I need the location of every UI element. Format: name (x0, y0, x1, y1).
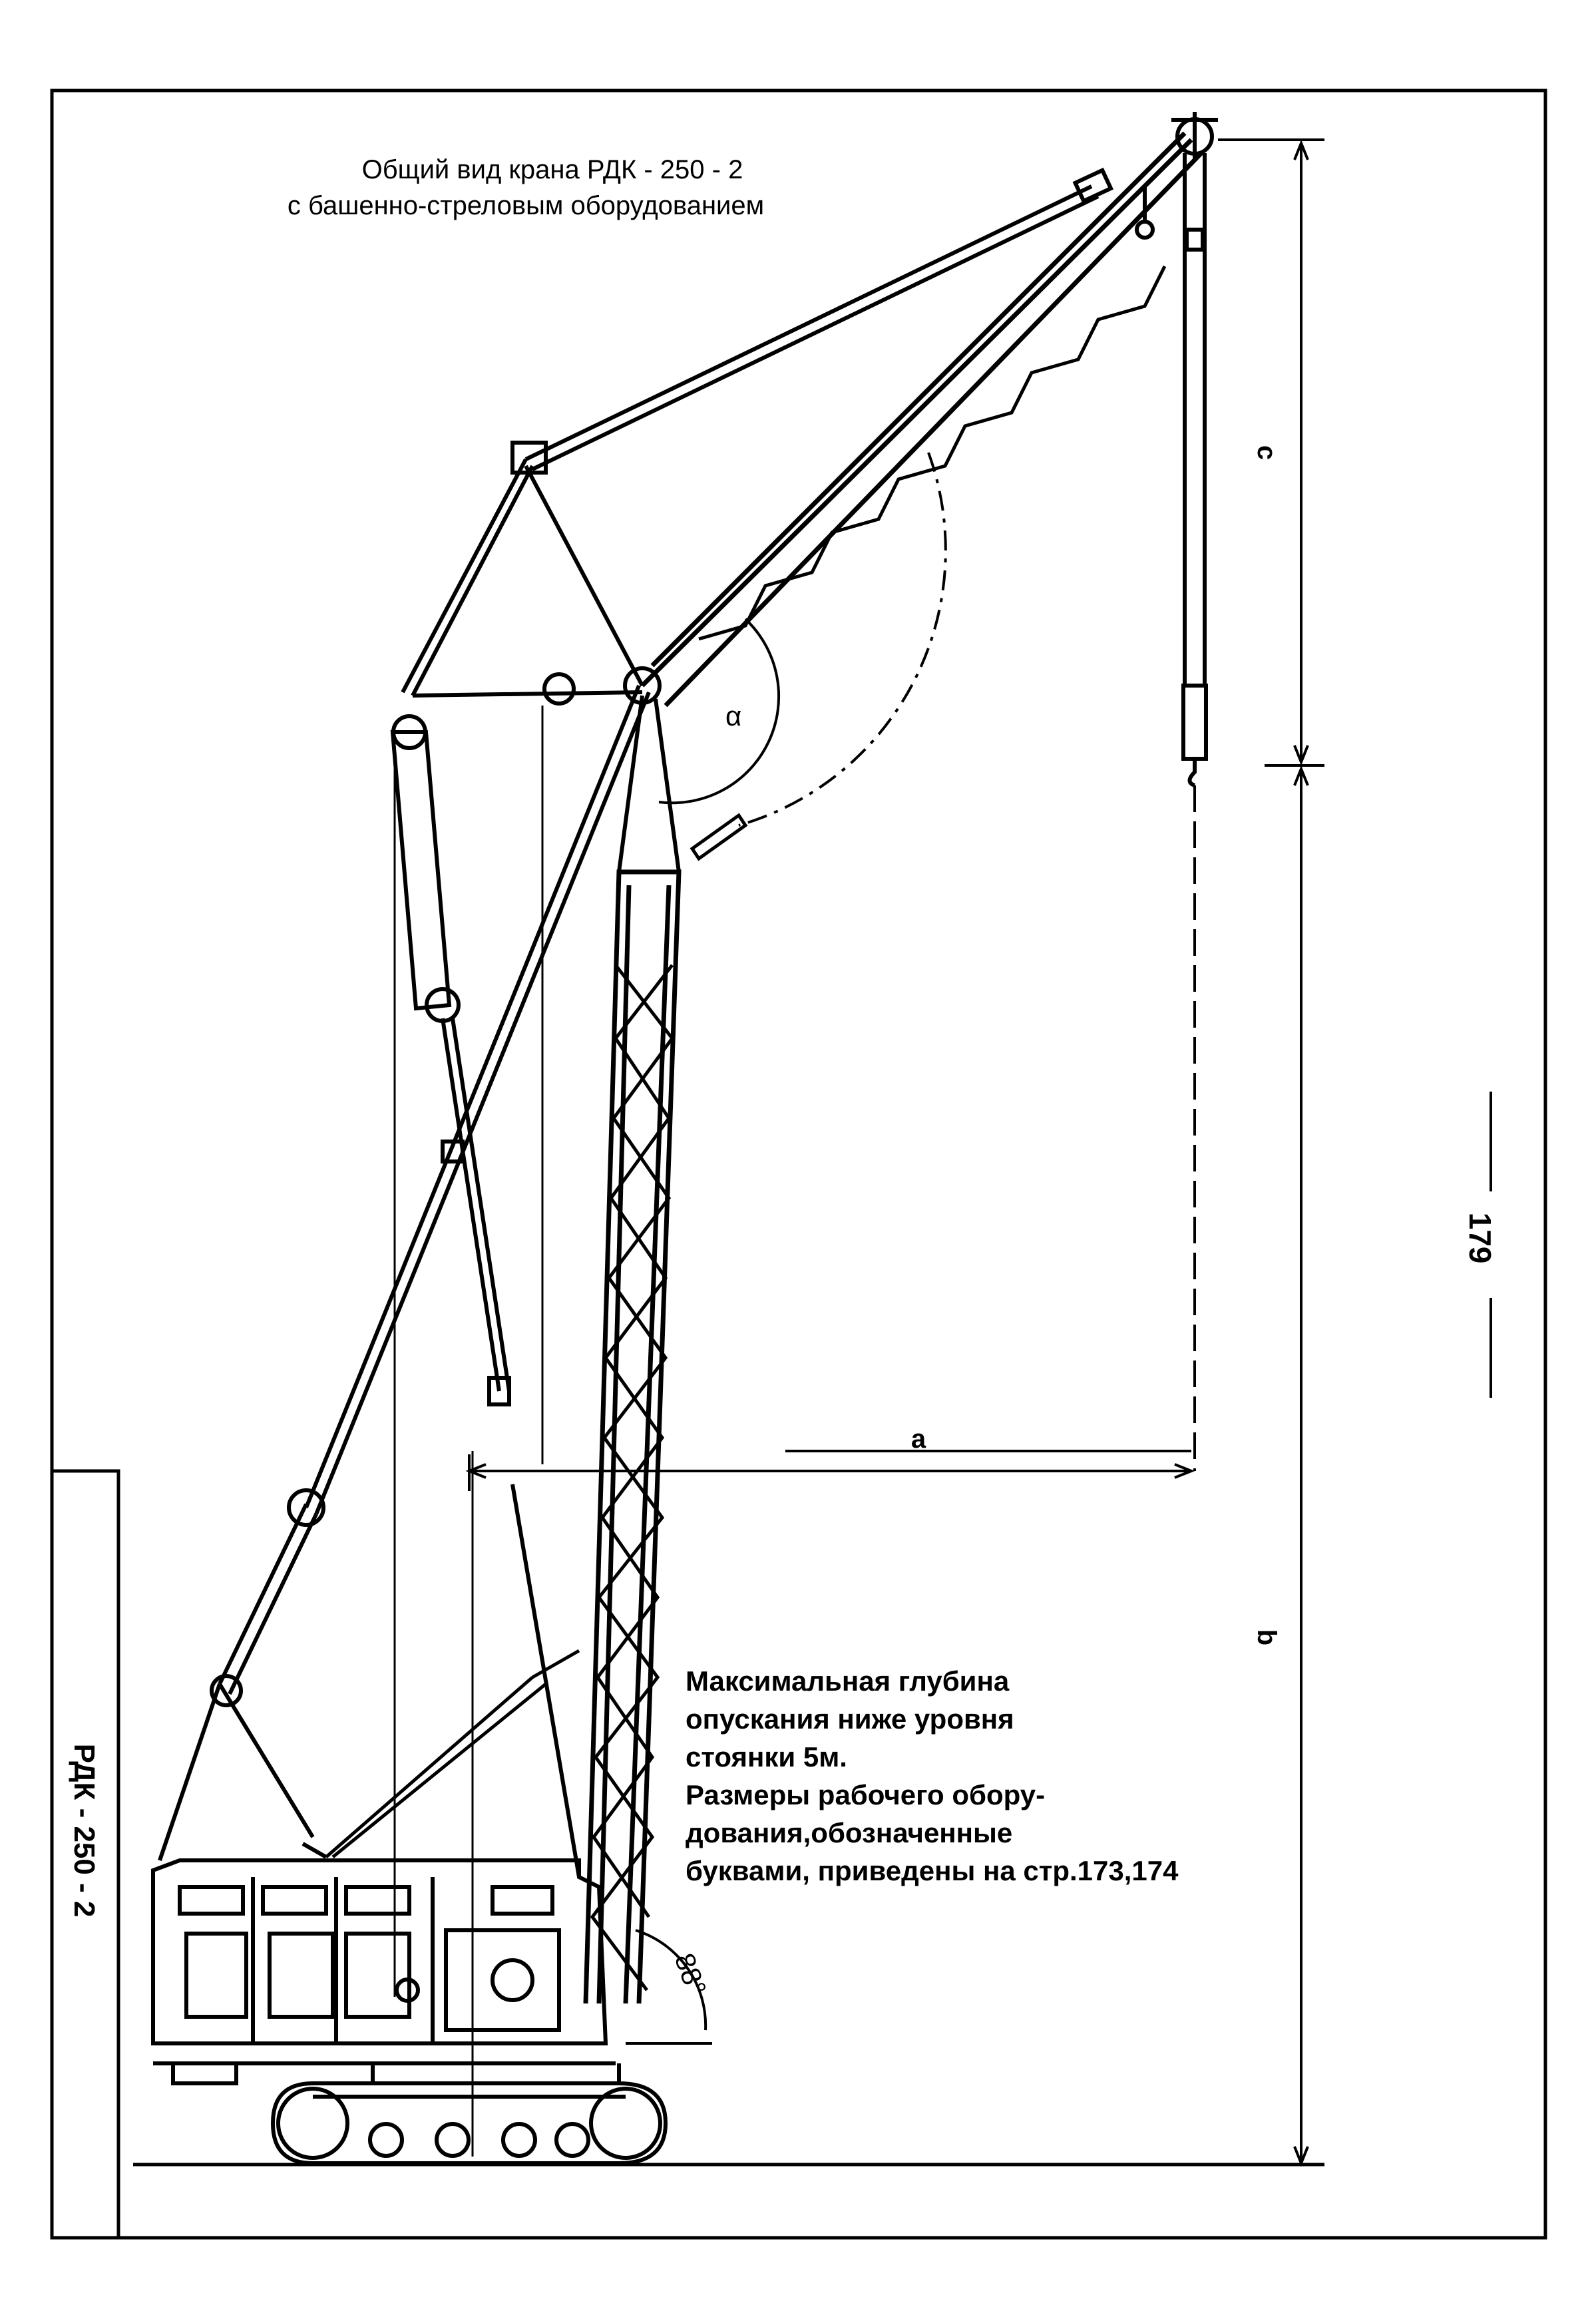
hook-block (1183, 153, 1206, 785)
title-line-2: с башенно-стреловым оборудованием (287, 191, 765, 220)
title-line-1: Общий вид крана РДК - 250 - 2 (361, 155, 743, 184)
jib-lattice (699, 266, 1165, 639)
note-line-4: Размеры рабочего обору- (686, 1779, 1046, 1810)
tower-angle-label: 88° (668, 1949, 713, 1999)
dimension-b-label: b (1252, 1629, 1281, 1646)
note-block (686, 1665, 1179, 1886)
note-line-3: стоянки 5м. (686, 1741, 847, 1773)
note-line-1: Максимальная глубина (686, 1665, 1010, 1697)
crawler-track (273, 2083, 666, 2163)
vertical-ropes (395, 706, 542, 2157)
note-line-5: дования,обозначенные (686, 1817, 1013, 1848)
dimension-a (469, 1451, 1191, 1491)
hoist-cylinder (393, 716, 579, 1877)
note-line-2: опускания ниже уровня (686, 1703, 1014, 1735)
luffing-cylinder (692, 815, 745, 859)
rear-stay (326, 1651, 579, 1857)
a-frame (160, 1676, 326, 1860)
dimension-c-label: c (1252, 445, 1281, 461)
jib-mast (403, 459, 642, 704)
dimension-a-label: a (910, 1424, 926, 1454)
note-line-6: буквами, приведены на стр.173,174 (686, 1855, 1179, 1886)
page-number: 179 (1463, 1212, 1497, 1264)
dimension-b (1195, 769, 1308, 2163)
side-label: РДК - 250 - 2 (68, 1743, 100, 1918)
machinery-house (153, 1860, 619, 2083)
boom-angle-label: α (725, 700, 742, 732)
tower (586, 872, 679, 2003)
page-frame (52, 91, 1545, 2238)
